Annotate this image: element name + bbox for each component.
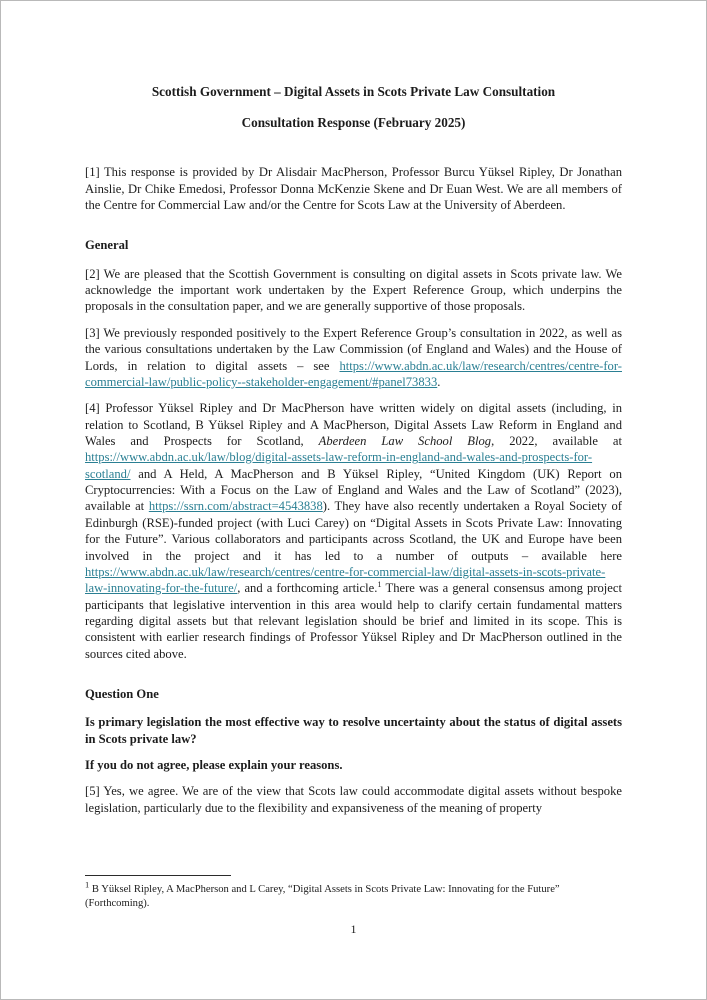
text-run: [3] We previously responded positively to the Expert Reference Group’s consultation in 2022, as well as the various consultations undertaken by the Law Commission (of England and Wales) and the House of Lords, in relation to digital assets – see <box>85 325 622 373</box>
page-number: 1 <box>350 922 357 936</box>
text-run: General <box>85 238 129 253</box>
hyperlink[interactable]: https://www.abdn.ac.uk/law/research/centres/centre-for-commercial-law/public-policy--stakeholder-engagement/#panel73833 <box>85 358 622 389</box>
italic-text: Aberdeen Law School Blog <box>318 433 492 448</box>
hyperlink[interactable]: https://www.abdn.ac.uk/law/research/centres/centre-for-commercial-law/digital-assets-in-scots-private-law-innovating-for-the-future/ <box>85 564 606 596</box>
footnote-area <box>85 875 622 911</box>
text-run: There was a general consensus among project participants that legislative intervention in this area would help to clarify certain fundamental matters regarding digital assets but that relevant legislation should be brief and limited in its scope. This is consistent with earlier research findings of Professor Yüksel Ripley and Dr MacPherson outlined in the sources cited above. <box>85 581 622 661</box>
text-run: , and a forthcoming article. <box>237 581 378 596</box>
text-run: [2] We are pleased that the Scottish Government is consulting on digital assets in Scots private law. We acknowledge the important work undertaken by the Expert Reference Group, which underpins the proposals in the consultation paper, and we are generally supportive of those proposals. <box>85 266 622 314</box>
footnote-ref: 1 <box>85 879 90 890</box>
hyperlink[interactable]: https://ssrn.com/abstract=4543838 <box>148 499 323 514</box>
text-run: Is primary legislation the most effective way to resolve uncertainty about the status of digital assets in Scots private law? <box>85 715 622 746</box>
footnote-text <box>85 879 622 911</box>
text-run: . <box>437 374 441 389</box>
text-run: [1] This response is provided by Dr Alisdair MacPherson, Professor Burcu Yüksel Ripley, Dr Jonathan Ainslie, Dr Chike Emedosi, Professor Donna McKenzie Skene and Dr Euan West. We are all members of the Centre for Commercial Law and/or the Centre for Scots Law at the University of Aberdeen. <box>85 165 622 213</box>
text-run: If you do not agree, please explain your reasons. <box>85 758 343 773</box>
footnote-separator <box>85 875 231 876</box>
text-run: [4] Professor Yüksel Ripley and Dr MacPherson have written widely on digital assets (including, in relation to Scotland, B Yüksel Ripley and A MacPherson, Digital Assets Law Reform in England and Wales and Prospects for Scotland, <box>85 401 622 448</box>
section-heading <box>85 237 622 253</box>
text-run: and A Held, A MacPherson and B Yüksel Ripley, “United Kingdom (UK) Report on Cryptocurrencies: With a Focus on the Law of England and Wales and the Law of Scotland” (2023), available at <box>85 466 622 514</box>
text-run: [5] Yes, we agree. We are of the view that Scots law could accommodate digital assets without bespoke legislation, particularly due to the flexibility and expansiveness of the meaning of property <box>85 784 622 815</box>
paragraph <box>85 325 622 390</box>
text-run: , 2022, available at <box>491 433 623 448</box>
text-run: ). They have also recently undertaken a Royal Society of Edinburgh (RSE)-funded project (with Luci Carey) on “Digital Assets in Scots Private Law: Innovating for the Future”. Various collaborators and participants across Scotland, the UK and Europe have been involved in the project and it has led to a number of outputs – available here <box>85 499 622 563</box>
paragraph <box>85 266 622 315</box>
paragraph <box>85 164 622 213</box>
text-run: Question One <box>85 687 159 702</box>
hyperlink[interactable]: https://www.abdn.ac.uk/law/blog/digital-assets-law-reform-in-england-and-wales-and-prospects-for-scotland/ <box>85 450 593 481</box>
document-body <box>85 164 622 816</box>
question-text <box>85 714 622 747</box>
question-text <box>85 757 622 773</box>
text-run: B Yüksel Ripley, A MacPherson and L Carey, “Digital Assets in Scots Private Law: Innovating for the Future” (Forthcoming). <box>85 884 560 909</box>
paragraph <box>85 400 622 662</box>
document-title-line1: Scottish Government – Digital Assets in Scots Private Law Consultation <box>151 84 556 99</box>
footnote-ref: 1 <box>377 579 382 590</box>
document-title-line2: Consultation Response (February 2025) <box>241 115 466 131</box>
section-heading <box>85 686 622 702</box>
paragraph <box>85 783 622 816</box>
